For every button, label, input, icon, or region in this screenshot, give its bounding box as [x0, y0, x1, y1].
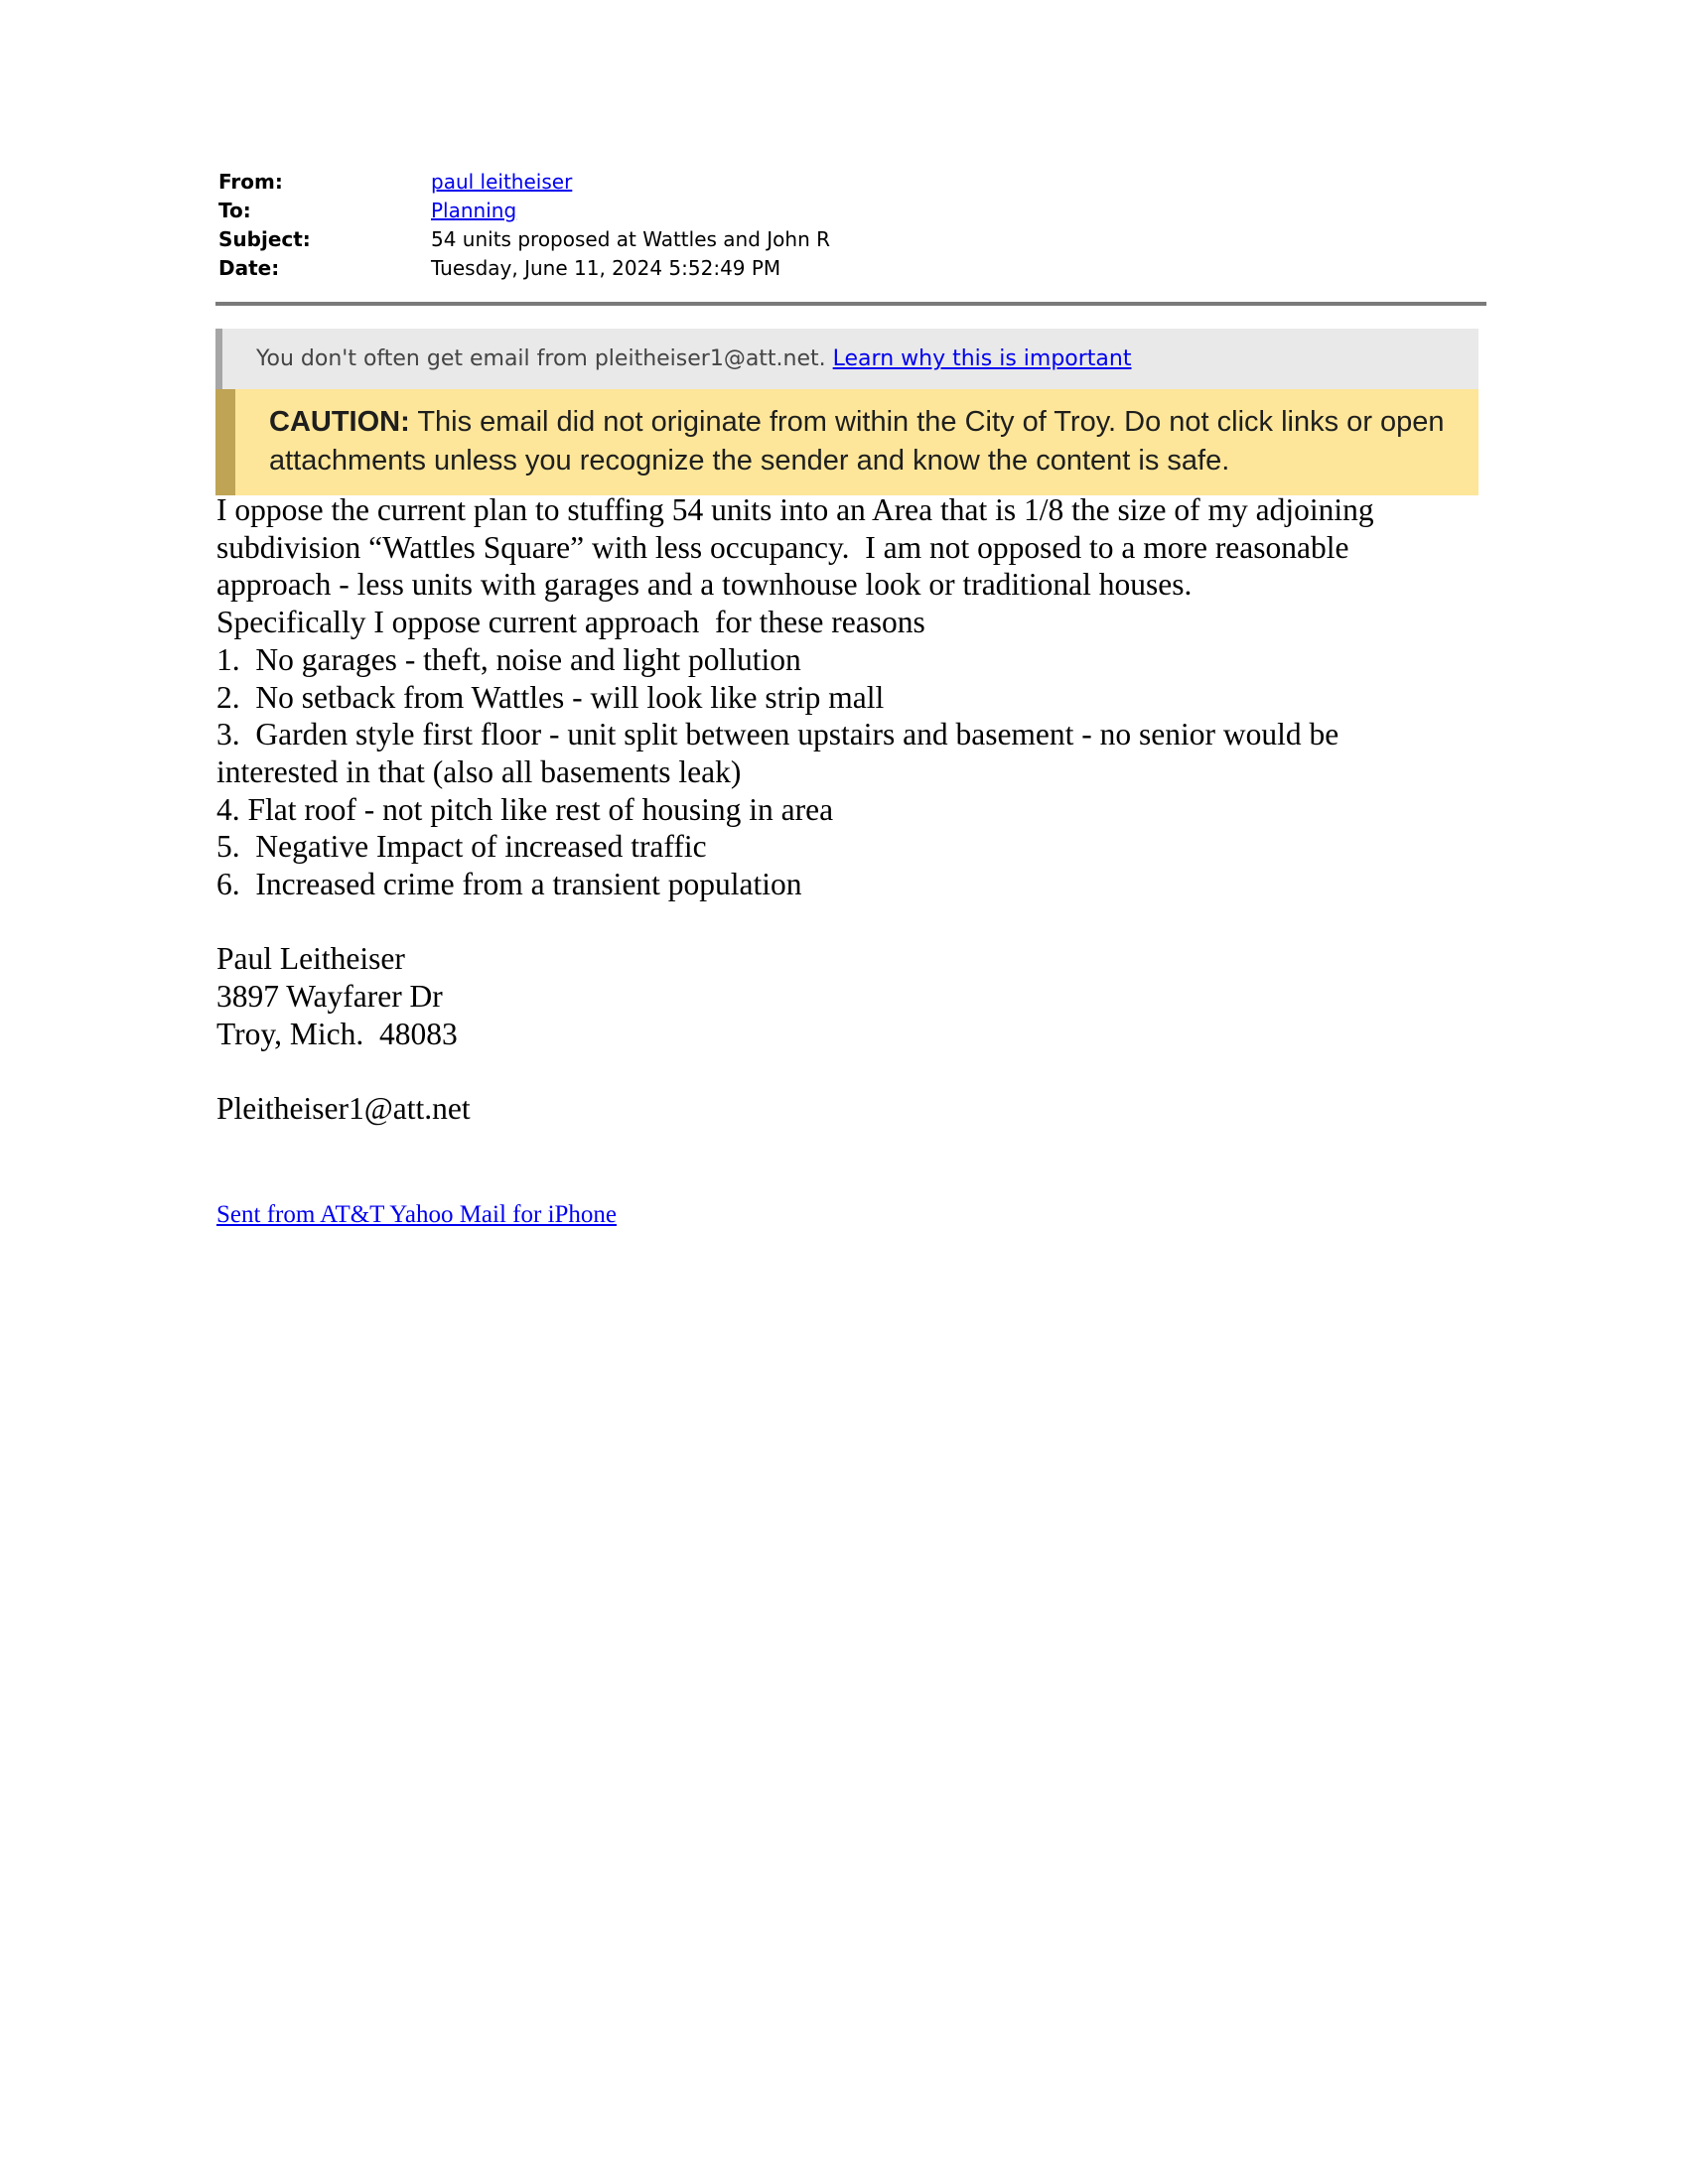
list-item: 3. Garden style first floor - unit split between upstairs and basement - no senior would be interested in that (also all basements leak): [216, 717, 1347, 789]
list-item: 4. Flat roof - not pitch like rest of housing in area: [216, 791, 834, 827]
subject-label: Subject:: [218, 227, 311, 251]
subject-value: 54 units proposed at Wattles and John R: [431, 227, 831, 251]
list-item: 5. Negative Impact of increased traffic: [216, 829, 707, 865]
caution-text: This email did not originate from within the City of Troy. Do not click links or open attachments unless you recognize the sender and know the content is safe.: [269, 406, 1445, 477]
from-row: [218, 170, 1112, 199]
date-value: Tuesday, June 11, 2024 5:52:49 PM: [431, 256, 781, 280]
signature-name: Paul Leitheiser: [216, 941, 405, 977]
spacer: [216, 1053, 1468, 1091]
to-row: [218, 199, 1112, 227]
external-sender-notice: [215, 329, 1478, 389]
subject-row: [218, 227, 1112, 256]
caution-label: CAUTION:: [269, 406, 410, 438]
list-item: 6. Increased crime from a transient population: [216, 867, 802, 902]
email-body: [216, 491, 1468, 1128]
date-row: [218, 256, 1112, 285]
signature-city: Troy, Mich. 48083: [216, 1016, 458, 1051]
reasons-intro: Specifically I oppose current approach for these reasons: [216, 605, 925, 640]
header-divider: [215, 302, 1486, 306]
signature-email: Pleitheiser1@att.net: [216, 1091, 471, 1127]
learn-why-link[interactable]: Learn why this is important: [832, 346, 1132, 371]
to-label: To:: [218, 199, 251, 222]
body-paragraph: I oppose the current plan to stuffing 54 units into an Area that is 1/8 the size of my adjoining subdivision “Wattles Square” with less occupancy. I am not opposed to a more reasonable approach - less units with garages and a townhouse look or traditional houses.: [216, 492, 1382, 603]
to-link[interactable]: Planning: [431, 199, 517, 222]
date-label: Date:: [218, 256, 280, 280]
email-header: [218, 170, 1112, 285]
signature-street: 3897 Wayfarer Dr: [216, 979, 443, 1015]
from-label: From:: [218, 170, 283, 194]
notice-text: You don't often get email from pleitheiser1@att.net.: [256, 346, 826, 371]
caution-banner: [215, 389, 1478, 495]
spacer: [216, 903, 1468, 941]
from-link[interactable]: paul leitheiser: [431, 170, 573, 194]
list-item: 1. No garages - theft, noise and light pollution: [216, 641, 801, 677]
sent-from-link[interactable]: Sent from AT&T Yahoo Mail for iPhone: [216, 1201, 618, 1228]
list-item: 2. No setback from Wattles - will look like strip mall: [216, 679, 885, 715]
